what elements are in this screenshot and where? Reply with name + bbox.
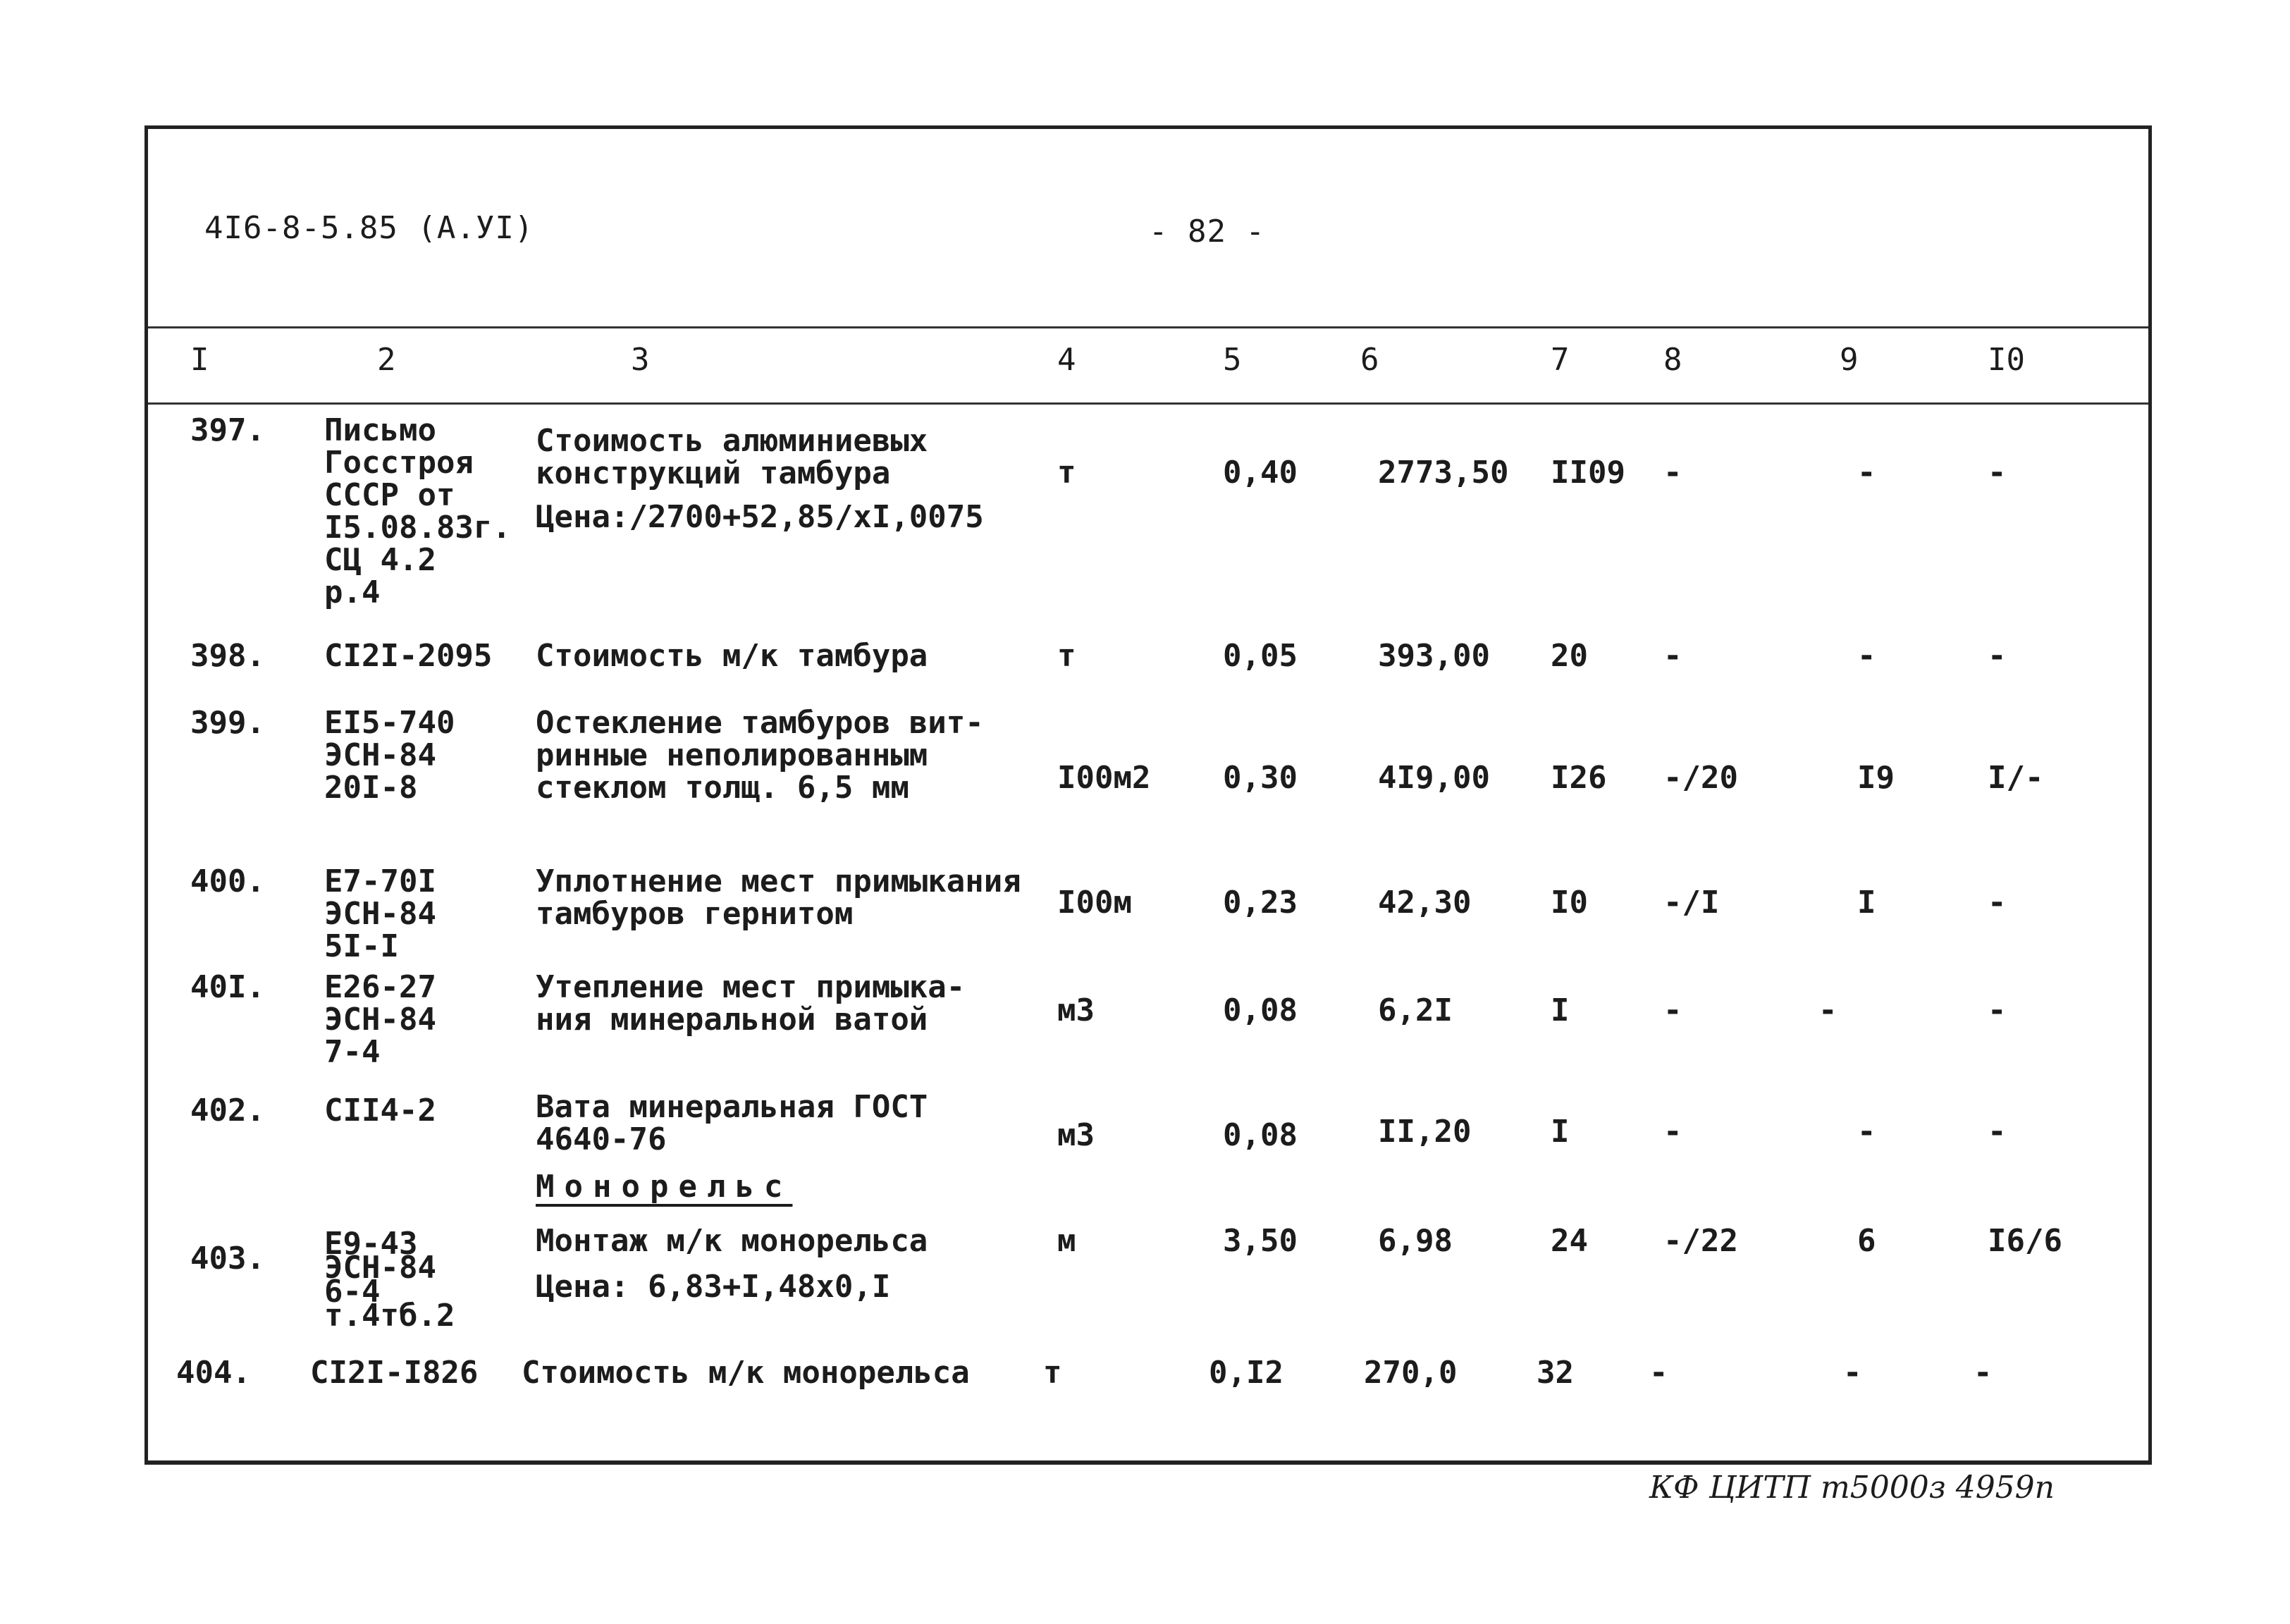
row-description: Вата минеральная ГОСТ 4640-76 — [536, 1089, 928, 1157]
row-col7: 20 — [1551, 638, 1588, 674]
row-description: Утепление мест примыка- ния минеральной ватой — [536, 969, 966, 1038]
row-code: Е7-70I ЭСН-84 5I-I — [324, 863, 436, 964]
column-header-8: 8 — [1663, 342, 1682, 378]
row-quantity: 0,08 — [1223, 1117, 1298, 1153]
header-top-rule — [148, 326, 2148, 328]
row-col10: - — [1988, 885, 2007, 921]
row-number: 40I. — [190, 969, 265, 1005]
row-code: СI2I-2095 — [324, 638, 493, 674]
row-col7: 32 — [1537, 1355, 1574, 1391]
row-number: 400. — [190, 863, 265, 899]
row-number: 402. — [190, 1093, 265, 1128]
row-col7: II09 — [1551, 455, 1625, 491]
row-number: 403. — [190, 1241, 265, 1277]
column-header-4: 4 — [1057, 342, 1076, 378]
row-unit: т — [1057, 455, 1076, 491]
row-unit: т — [1043, 1355, 1062, 1391]
row-col10: I/- — [1988, 760, 2044, 796]
column-header-7: 7 — [1551, 342, 1570, 378]
row-col7: I0 — [1551, 885, 1588, 921]
row-col7: 24 — [1551, 1223, 1588, 1259]
row-number: 399. — [190, 705, 265, 741]
archive-stamp: КФ ЦИТП т5000з 4959п — [1649, 1470, 2055, 1506]
row-quantity: 0,30 — [1223, 760, 1298, 796]
row-code: Е26-27 ЭСН-84 7-4 — [324, 969, 436, 1070]
row-price: 42,30 — [1378, 885, 1472, 921]
row-code: СI2I-I826 — [310, 1355, 479, 1391]
row-col8: - — [1663, 1114, 1682, 1150]
row-quantity: 0,23 — [1223, 885, 1298, 921]
row-col9: - — [1818, 992, 1837, 1028]
row-quantity: 0,05 — [1223, 638, 1298, 674]
row-description-extra: Цена:/2700+52,85/хI,0075 — [536, 499, 984, 535]
row-price: 4I9,00 — [1378, 760, 1490, 796]
row-description: Стоимость м/к монорельса — [522, 1355, 970, 1391]
row-col9: 6 — [1857, 1223, 1876, 1259]
row-number: 404. — [176, 1355, 251, 1391]
row-unit: I00м2 — [1057, 760, 1151, 796]
document-sheet — [144, 125, 2152, 1465]
row-price: 6,2I — [1378, 992, 1453, 1028]
page-number: - 82 - — [1149, 214, 1265, 250]
row-code: ЕI5-740 ЭСН-84 20I-8 — [324, 705, 455, 806]
row-col7: I — [1551, 992, 1570, 1028]
row-number: 397. — [190, 412, 265, 448]
row-description: Остекление тамбуров вит- ринные неполированным стеклом толщ. 6,5 мм — [536, 705, 984, 806]
row-col9: I9 — [1857, 760, 1895, 796]
row-description: Стоимость м/к тамбура — [536, 638, 928, 674]
document-code: 4I6-8-5.85 (А.УI) — [204, 210, 534, 246]
row-col8: -/22 — [1663, 1223, 1738, 1259]
row-col9: - — [1857, 455, 1876, 491]
row-price: 6,98 — [1378, 1223, 1453, 1259]
row-col10: - — [1988, 1114, 2007, 1150]
row-unit: м3 — [1057, 992, 1095, 1028]
column-header-1: I — [190, 342, 209, 378]
row-col10: - — [1974, 1355, 1993, 1391]
row-col10: I6/6 — [1988, 1223, 2062, 1259]
column-header-10: I0 — [1988, 342, 2025, 378]
row-col10: - — [1988, 455, 2007, 491]
row-col8: -/I — [1663, 885, 1720, 921]
column-header-3: 3 — [631, 342, 650, 378]
row-description: Монтаж м/к монорельса — [536, 1223, 928, 1259]
row-unit: т — [1057, 638, 1076, 674]
row-price: II,20 — [1378, 1114, 1472, 1150]
row-col8: - — [1663, 455, 1682, 491]
row-price: 393,00 — [1378, 638, 1490, 674]
row-code: Е9-43 ЭСН-84 6-4 т.4тб.2 — [324, 1226, 455, 1334]
section-heading: Монорельс — [536, 1169, 793, 1205]
column-header-2: 2 — [377, 342, 396, 378]
row-col9: I — [1857, 885, 1876, 921]
row-col7: I26 — [1551, 760, 1607, 796]
row-col8: - — [1649, 1355, 1668, 1391]
row-description: Стоимость алюминиевых конструкций тамбура — [536, 423, 928, 491]
row-col7: I — [1551, 1114, 1570, 1150]
row-price: 270,0 — [1364, 1355, 1458, 1391]
row-unit: м3 — [1057, 1117, 1095, 1153]
row-col8: -/20 — [1663, 760, 1738, 796]
row-col9: - — [1857, 1114, 1876, 1150]
row-quantity: 0,I2 — [1209, 1355, 1283, 1391]
header-bottom-rule — [148, 402, 2148, 405]
row-col9: - — [1843, 1355, 1862, 1391]
row-col10: - — [1988, 638, 2007, 674]
row-number: 398. — [190, 638, 265, 674]
row-quantity: 3,50 — [1223, 1223, 1298, 1259]
column-header-9: 9 — [1840, 342, 1859, 378]
row-code: Письмо Госстроя СССР от I5.08.83г. СЦ 4.2 р.4 — [324, 412, 511, 610]
row-col8: - — [1663, 638, 1682, 674]
row-quantity: 0,40 — [1223, 455, 1298, 491]
row-col9: - — [1857, 638, 1876, 674]
row-unit: I00м — [1057, 885, 1132, 921]
row-description-extra: Цена: 6,83+I,48х0,I — [536, 1269, 891, 1305]
row-unit: м — [1057, 1223, 1076, 1259]
row-quantity: 0,08 — [1223, 992, 1298, 1028]
row-col10: - — [1988, 992, 2007, 1028]
row-description: Уплотнение мест примыкания тамбуров гернитом — [536, 863, 1021, 932]
row-col8: - — [1663, 992, 1682, 1028]
row-price: 2773,50 — [1378, 455, 1509, 491]
column-header-5: 5 — [1223, 342, 1242, 378]
row-code: СII4-2 — [324, 1093, 436, 1128]
column-header-6: 6 — [1360, 342, 1379, 378]
